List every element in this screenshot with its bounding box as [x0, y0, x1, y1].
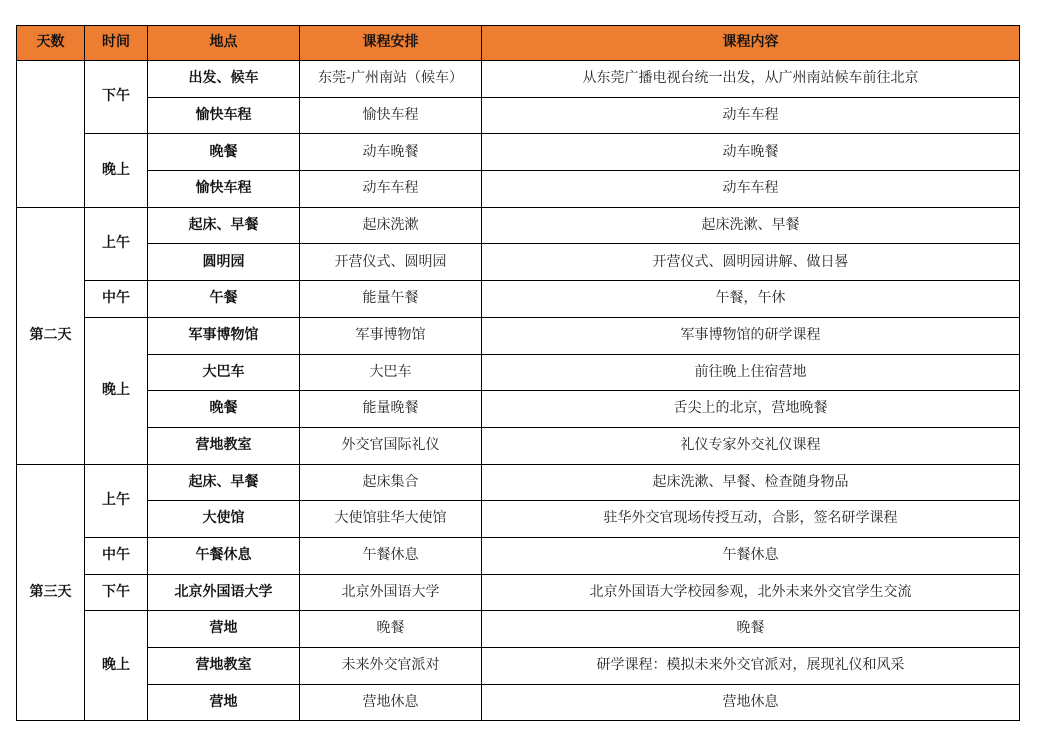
arrangement-cell: 动车晚餐 [300, 134, 482, 171]
place-cell: 愉快车程 [148, 97, 300, 134]
content-cell: 开营仪式、圆明园讲解、做日晷 [482, 244, 1020, 281]
header-place: 地点 [148, 26, 300, 61]
content-cell: 研学课程：模拟未来外交官派对，展现礼仪和风采 [482, 648, 1020, 685]
content-cell: 驻华外交官现场传授互动，合影，签名研学课程 [482, 501, 1020, 538]
content-cell: 起床洗漱、早餐 [482, 207, 1020, 244]
header-row [17, 26, 1020, 61]
arrangement-cell: 军事博物馆 [300, 317, 482, 354]
table-row [17, 464, 1020, 501]
content-cell: 前往晚上住宿营地 [482, 354, 1020, 391]
period-cell: 下午 [85, 61, 148, 134]
place-cell: 营地 [148, 684, 300, 721]
table-row [17, 501, 1020, 538]
period-cell: 中午 [85, 537, 148, 574]
content-cell: 从东莞广播电视台统一出发，从广州南站候车前往北京 [482, 61, 1020, 98]
content-cell: 营地休息 [482, 684, 1020, 721]
period-cell: 中午 [85, 281, 148, 318]
period-cell: 晚上 [85, 134, 148, 207]
arrangement-cell: 未来外交官派对 [300, 648, 482, 685]
arrangement-cell: 能量晚餐 [300, 391, 482, 428]
arrangement-cell: 外交官国际礼仪 [300, 427, 482, 464]
day-cell [17, 61, 85, 208]
table-row [17, 391, 1020, 428]
period-cell: 晚上 [85, 317, 148, 464]
header-time: 时间 [85, 26, 148, 61]
content-cell: 舌尖上的北京，营地晚餐 [482, 391, 1020, 428]
content-cell: 起床洗漱、早餐、检查随身物品 [482, 464, 1020, 501]
content-cell: 动车车程 [482, 171, 1020, 208]
content-cell: 午餐休息 [482, 537, 1020, 574]
period-cell: 晚上 [85, 611, 148, 721]
period-cell: 上午 [85, 207, 148, 280]
place-cell: 午餐休息 [148, 537, 300, 574]
table-row [17, 281, 1020, 318]
table-row [17, 317, 1020, 354]
table-row [17, 61, 1020, 98]
place-cell: 午餐 [148, 281, 300, 318]
arrangement-cell: 能量午餐 [300, 281, 482, 318]
content-cell: 军事博物馆的研学课程 [482, 317, 1020, 354]
day-cell: 第三天 [17, 464, 85, 721]
table-row [17, 134, 1020, 171]
arrangement-cell: 晚餐 [300, 611, 482, 648]
place-cell: 晚餐 [148, 391, 300, 428]
place-cell: 大使馆 [148, 501, 300, 538]
place-cell: 营地 [148, 611, 300, 648]
table-row [17, 244, 1020, 281]
arrangement-cell: 北京外国语大学 [300, 574, 482, 611]
period-cell: 上午 [85, 464, 148, 537]
place-cell: 营地教室 [148, 427, 300, 464]
table-row [17, 427, 1020, 464]
table-row [17, 97, 1020, 134]
header-day: 天数 [17, 26, 85, 61]
header-content: 课程内容 [482, 26, 1020, 61]
arrangement-cell: 开营仪式、圆明园 [300, 244, 482, 281]
content-cell: 礼仪专家外交礼仪课程 [482, 427, 1020, 464]
table-row [17, 611, 1020, 648]
table-row [17, 207, 1020, 244]
place-cell: 起床、早餐 [148, 207, 300, 244]
arrangement-cell: 大使馆驻华大使馆 [300, 501, 482, 538]
table-row [17, 648, 1020, 685]
content-cell: 北京外国语大学校园参观，北外未来外交官学生交流 [482, 574, 1020, 611]
header-arrangement: 课程安排 [300, 26, 482, 61]
table-row [17, 684, 1020, 721]
content-cell: 动车晚餐 [482, 134, 1020, 171]
arrangement-cell: 午餐休息 [300, 537, 482, 574]
place-cell: 起床、早餐 [148, 464, 300, 501]
table-row [17, 354, 1020, 391]
place-cell: 北京外国语大学 [148, 574, 300, 611]
arrangement-cell: 起床洗漱 [300, 207, 482, 244]
arrangement-cell: 大巴车 [300, 354, 482, 391]
content-cell: 午餐，午休 [482, 281, 1020, 318]
arrangement-cell: 起床集合 [300, 464, 482, 501]
arrangement-cell: 营地休息 [300, 684, 482, 721]
place-cell: 愉快车程 [148, 171, 300, 208]
place-cell: 营地教室 [148, 648, 300, 685]
place-cell: 军事博物馆 [148, 317, 300, 354]
place-cell: 出发、候车 [148, 61, 300, 98]
place-cell: 晚餐 [148, 134, 300, 171]
content-cell: 晚餐 [482, 611, 1020, 648]
place-cell: 圆明园 [148, 244, 300, 281]
table-row [17, 574, 1020, 611]
day-cell: 第二天 [17, 207, 85, 464]
period-cell: 下午 [85, 574, 148, 611]
table-row [17, 171, 1020, 208]
table-row [17, 537, 1020, 574]
content-cell: 动车车程 [482, 97, 1020, 134]
place-cell: 大巴车 [148, 354, 300, 391]
schedule-table [16, 25, 1020, 721]
arrangement-cell: 愉快车程 [300, 97, 482, 134]
arrangement-cell: 动车车程 [300, 171, 482, 208]
arrangement-cell: 东莞-广州南站（候车） [300, 61, 482, 98]
